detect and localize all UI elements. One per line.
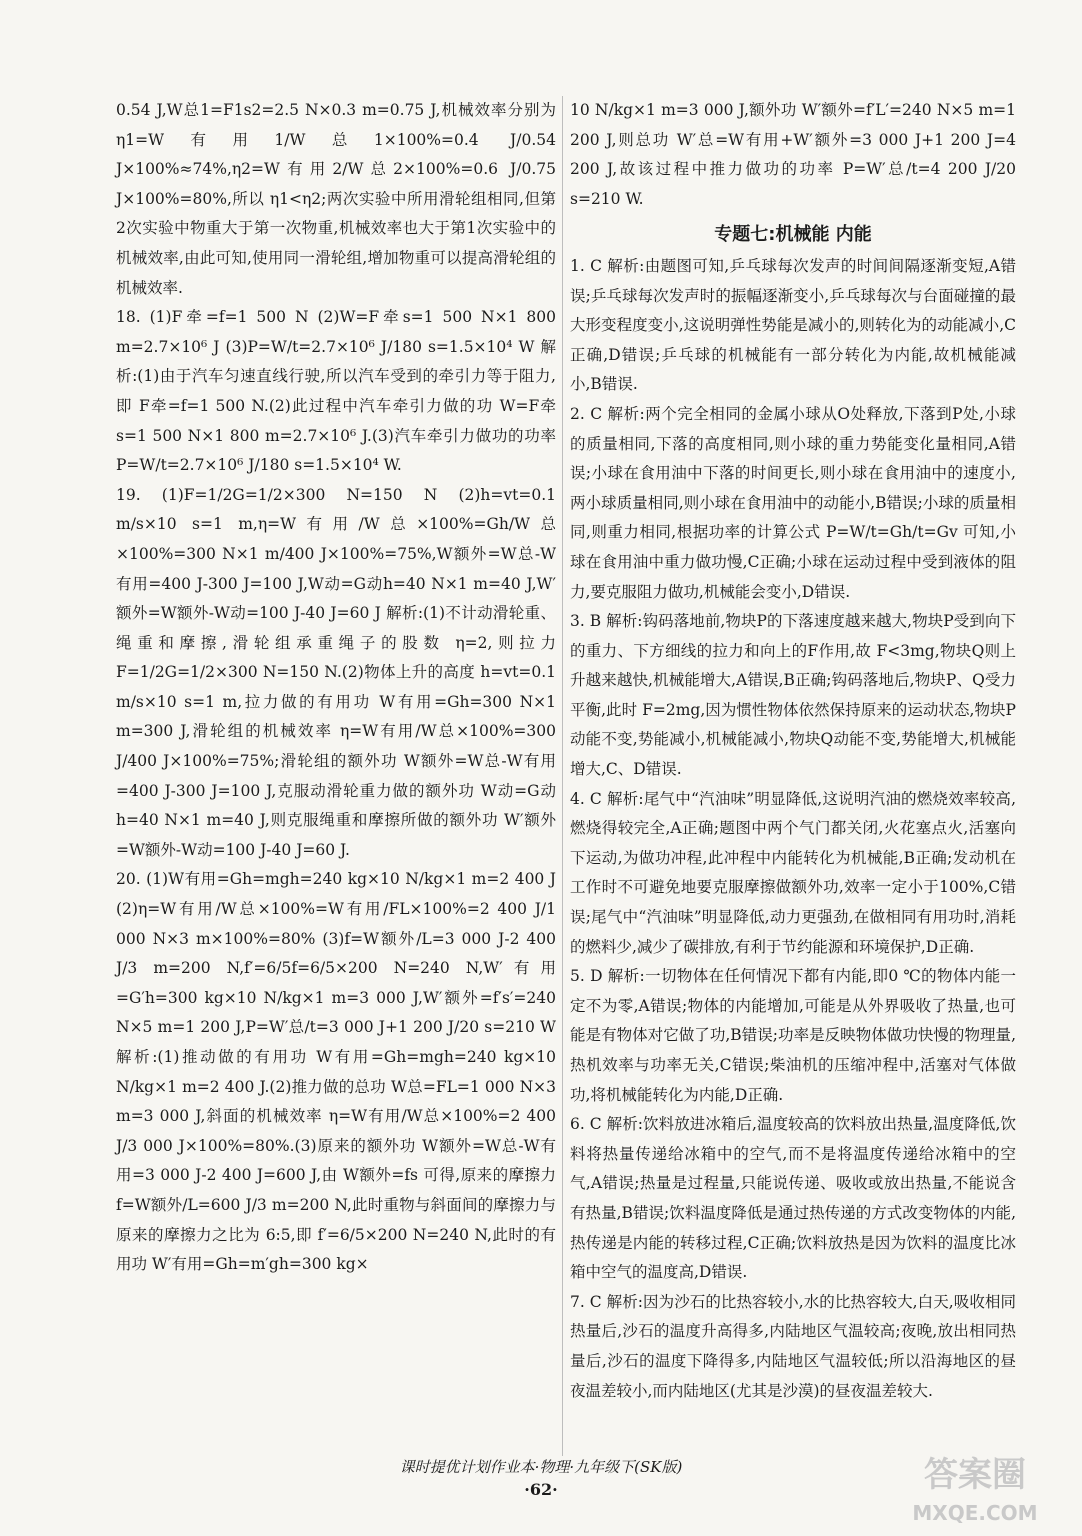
answer-item: 3. B 解析:钩码落地前,物块P的下落速度越来越大,物块P受到向下的重力、下方细线的拉力和向上的F作用,故 F<3mg,物块Q则上升越来越快,机械能增大,A错误,B正确;钩码落地后,物块P、Q受力平衡,此时 F=2mg,因为惯性物体依然保持原来的运动状态,物块P动能不变,势能减小,机械能减小,物块Q动能不变,势能增大,机械能增大,C、D错误. (570, 612, 1016, 779)
answer-19: 19. (1)F=1/2G=1/2×300 N=150 N (2)h=vt=0.1 m/s×10 s=1 m,η=W有用/W总×100%=Gh/W总×100%=300 N×1 m/400 J×100%=75%,W额外=W总-W有用=400 J-300 J=100 J,W动=G动h=40 N×1 m=40 J,W′额外=W额外-W动=100 J-40 J=60 J 解析:(1)不计动滑轮重、绳重和摩擦,滑轮组承重绳子的股数 η=2,则拉力 F=1/2G=1/2×300 N=150 N.(2)物体上升的高度 h=vt=0.1 m/s×10 s=1 m,拉力做的有用功 W有用=Gh=300 N×1 m=300 J,滑轮组的机械效率 η=W有用/W总×100%=300 J/400 J×100%=75%;滑轮组的额外功 W额外=W总-W有用=400 J-300 J=100 J,克服动滑轮重力做的额外功 W动=G动h=40 N×1 m=40 J,则克服绳重和摩擦所做的额外功 W′额外=W额外-W动=100 J-40 J=60 J. (116, 485, 556, 859)
column-divider (562, 96, 563, 1456)
page-number: ·62· (524, 1480, 558, 1499)
answer-20-continued: 10 N/kg×1 m=3 000 J,额外功 W′额外=f′L′=240 N×5 m=1 200 J,则总功 W′总=W有用+W′额外=3 000 J+1 200 J=4 200 J,故该过程中推力做功的功率 P=W′总/t=4 200 J/20 s=210 W. (570, 101, 1016, 208)
answer-20: 20. (1)W有用=Gh=mgh=240 kg×10 N/kg×1 m=2 400 J (2)η=W有用/W总×100%=W有用/FL×100%=2 400 J/1 000 N×3 m×100%=80% (3)f=W额外/L=3 000 J-2 400 J/3 m=200 N,f′=6/5f=6/5×200 N=240 N,W′有用=G′h=300 kg×10 N/kg×1 m=3 000 J,W′额外=f′s′=240 N×5 m=1 200 J,P=W′总/t=3 000 J+1 200 J/20 s=210 W 解析:(1)推动做的有用功 W有用=Gh=mgh=240 kg×10 N/kg×1 m=2 400 J.(2)推力做的总功 W总=FL=1 000 N×3 m=3 000 J,斜面的机械效率 η=W有用/W总×100%=2 400 J/3 000 J×100%=80%.(3)原来的额外功 W额外=W总-W有用=3 000 J-2 400 J=600 J,由 W额外=fs 可得,原来的摩擦力 f=W额外/L=600 J/3 m=200 N,此时重物与斜面间的摩擦力与原来的摩擦力之比为 6:5,即 f′=6/5×200 N=240 N,此时的有用功 W′有用=Gh=m′gh=300 kg× (116, 870, 556, 1274)
watermark-logo (900, 1440, 1050, 1530)
footer-book-title: 课时提优计划作业本·物理·九年级下(SK版) (399, 1458, 683, 1476)
answer-18: 18. (1)F牵=f=1 500 N (2)W=F牵s=1 500 N×1 800 m=2.7×10⁶ J (3)P=W/t=2.7×10⁶ J/180 s=1.5×10⁴ W 解析:(1)由于汽车匀速直线行驶,所以汽车受到的牵引力等于阻力,即 F牵=f=1 500 N.(2)此过程中汽车牵引力做的功 W=F牵s=1 500 N×1 800 m=2.7×10⁶ J.(3)汽车牵引力做功的功率 P=W/t=2.7×10⁶ J/180 s=1.5×10⁴ W. (116, 308, 556, 475)
answer-item: 5. D 解析:一切物体在任何情况下都有内能,即0 ℃的物体内能一定不为零,A错误;物体的内能增加,可能是从外界吸收了热量,也可能是有物体对它做了功,B错误;功率是反映物体做功快慢的物理量,热机效率与功率无关,C错误;柴油机的压缩冲程中,活塞对气体做功,将机械能转化为内能,D正确. (570, 967, 1016, 1104)
answer-item: 4. C 解析:尾气中“汽油味”明显降低,这说明汽油的燃烧效率较高,燃烧得较完全,A正确;题图中两个气门都关闭,火花塞点火,活塞向下运动,为做功冲程,此冲程中内能转化为机械能,B正确;发动机在工作时不可避免地要克服摩擦做额外功,效率一定小于100%,C错误;尾气中“汽油味”明显降低,动力更强劲,在做相同有用功时,消耗的燃料少,减少了碳排放,有利于节约能源和环境保护,D正确. (570, 789, 1016, 956)
section-title: 专题七:机械能 内能 (714, 224, 872, 246)
answer-item: 7. C 解析:因为沙石的比热容较小,水的比热容较大,白天,吸收相同热量后,沙石的温度升高得多,内陆地区气温较高;夜晚,放出相同热量后,沙石的温度下降得多,内陆地区气温较低;所以沿海地区的昼夜温差较小,而内陆地区(尤其是沙漠)的昼夜温差较大. (570, 1292, 1016, 1400)
answer-17-continued: 0.54 J,W总1=F1s2=2.5 N×0.3 m=0.75 J,机械效率分别为 η1=W有用1/W总1×100%=0.4 J/0.54 J×100%≈74%,η2=W有用2/W总2×100%=0.6 J/0.75 J×100%=80%,所以 η1<η2;两次实验中所用滑轮组相同,但第2次实验中物重大于第一次物重,机械效率也大于第1次实验中的机械效率,由此可知,使用同一滑轮组,增加物重可以提高滑轮组的机械效率. (116, 101, 556, 297)
answer-item: 1. C 解析:由题图可知,乒乓球每次发声的时间间隔逐渐变短,A错误;乒乓球每次发声时的振幅逐渐变小,乒乓球每次与台面碰撞的最大形变程度变小,这说明弹性势能是减小的,则转化为的动能减小,C正确,D错误;乒乓球的机械能有一部分转化为内能,故机械能减小,B错误. (570, 256, 1016, 394)
answer-item: 6. C 解析:饮料放进冰箱后,温度较高的饮料放出热量,温度降低,饮料将热量传递给冰箱中的空气,而不是将温度传递给冰箱中的空气,A错误;热量是过程量,只能说传递、吸收或放出热量,不能说含有热量,B错误;饮料温度降低是通过热传递的方式改变物体的内能,热传递是内能的转移过程,C正确;饮料放热是因为饮料的温度比冰箱中空气的温度高,D错误. (570, 1115, 1016, 1282)
answer-item: 2. C 解析:两个完全相同的金属小球从O处释放,下落到P处,小球的质量相同,下落的高度相同,则小球的重力势能变化量相同,A错误;小球在食用油中下落的时间更长,则小球在食用油中的速度小,两小球质量相同,则小球在食用油中的动能小,B错误;小球的质量相同,则重力相同,根据功率的计算公式 P=W/t=Gh/t=Gv 可知,小球在食用油中重力做功慢,C正确;小球在运动过程中受到液体的阻力,要克服阻力做功,机械能会变小,D错误. (570, 404, 1016, 601)
watermark-text: 答案圈 (924, 1455, 1026, 1495)
left-column (116, 96, 556, 1280)
right-column (570, 96, 1016, 1406)
watermark-url: MXQE.COM (912, 1501, 1038, 1525)
